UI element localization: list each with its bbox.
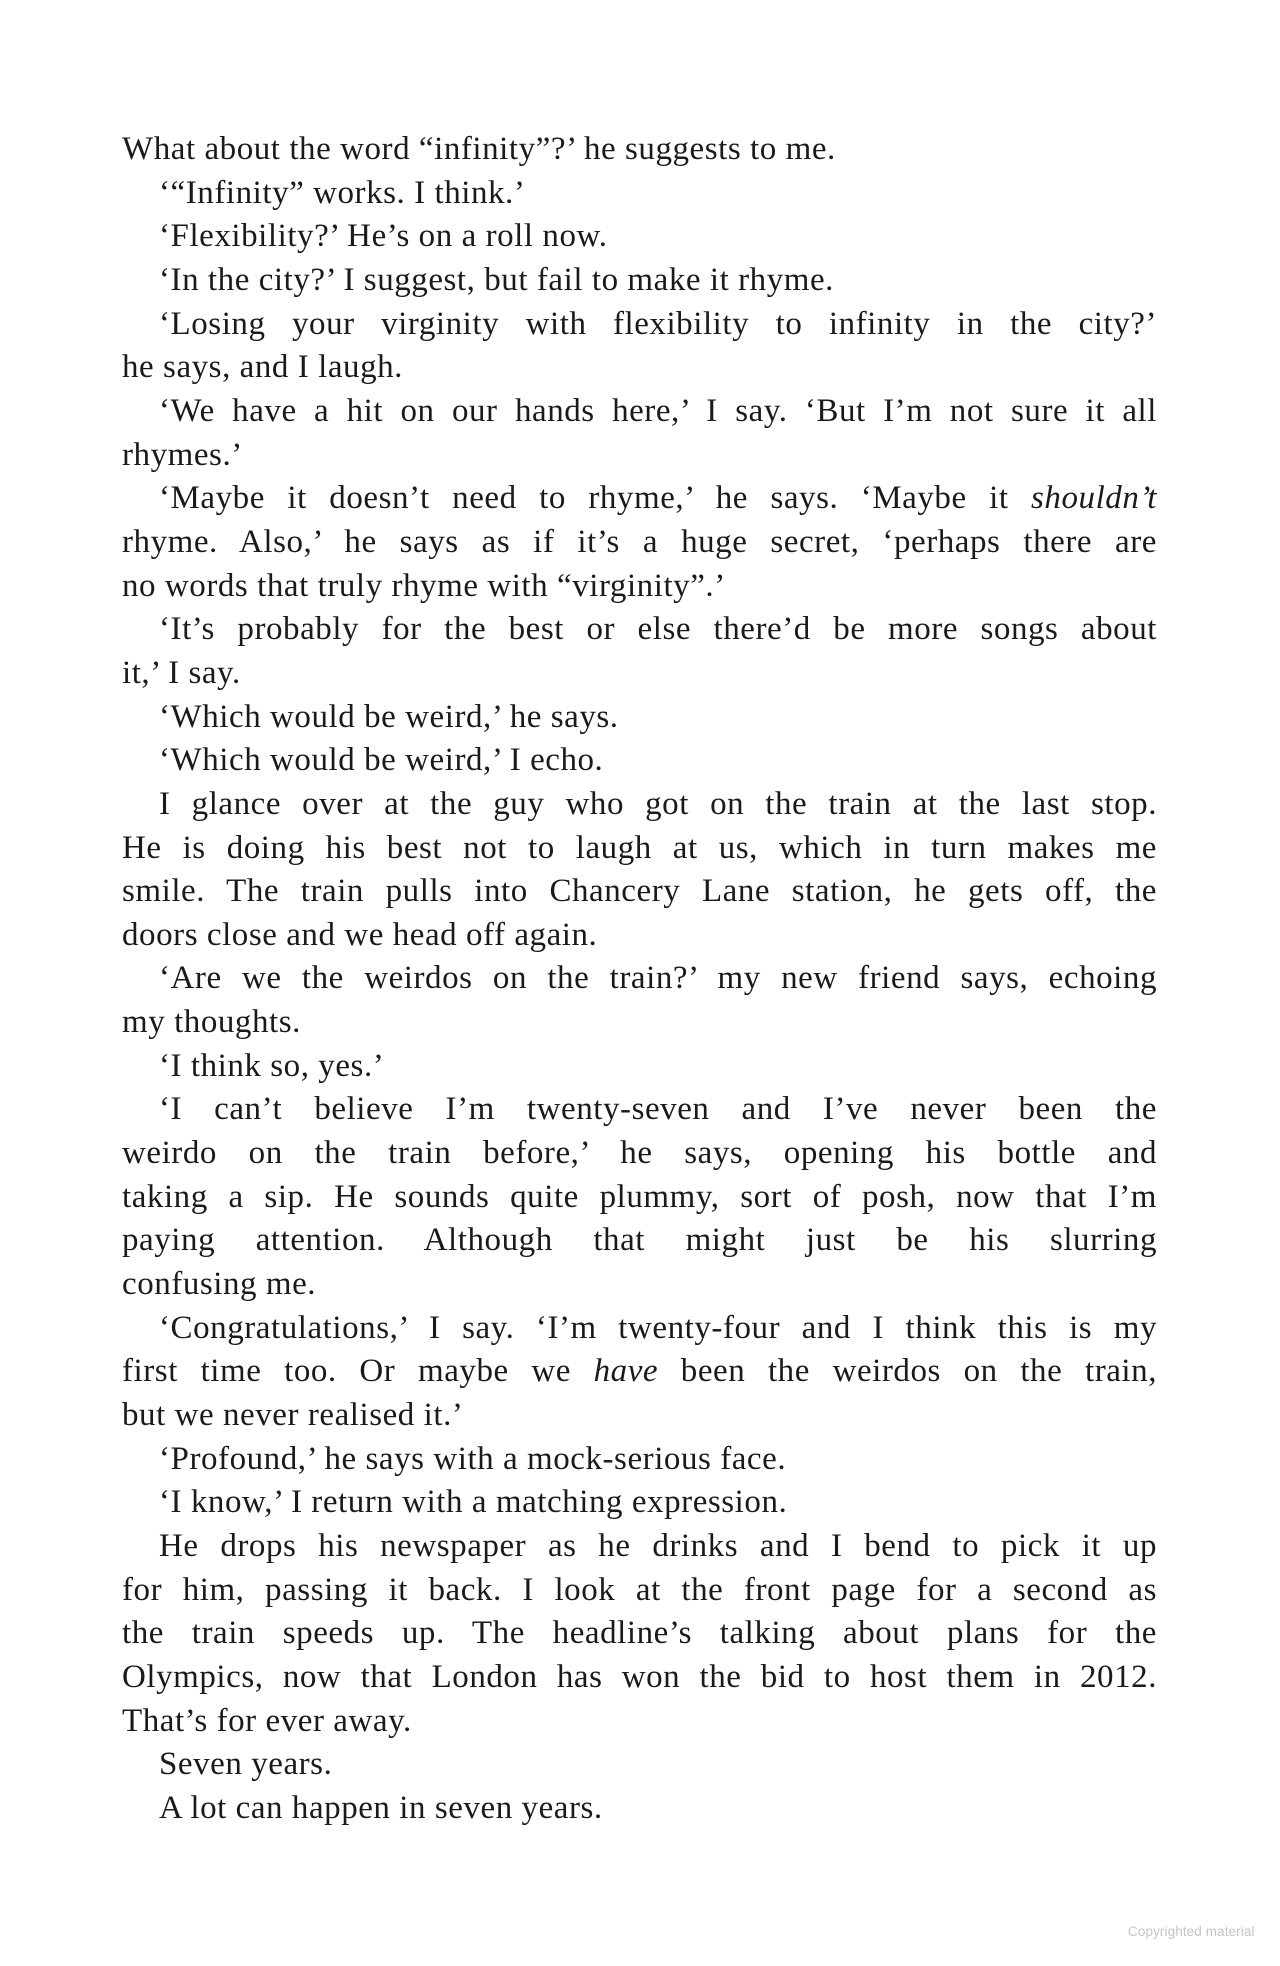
text-segment: ‘Maybe it doesn’t need to rhyme,’ he says. ‘Maybe it — [159, 480, 1032, 517]
text-line — [122, 477, 1157, 521]
text-line: doors close and we head off again. — [122, 916, 598, 953]
text-line: ‘I can’t believe I’m twenty-seven and I’ve never been the — [159, 1091, 1157, 1128]
text-line: confusing me. — [122, 1266, 317, 1303]
text-line: ‘I know,’ I return with a matching expression. — [159, 1484, 788, 1521]
text-line: it,’ I say. — [122, 654, 241, 691]
text-line: for him, passing it back. I look at the front page for a second as — [122, 1571, 1157, 1608]
text-line: ‘Which would be weird,’ I echo. — [159, 742, 604, 779]
text-line: ‘Profound,’ he says with a mock-serious face. — [159, 1440, 787, 1477]
text-line: He drops his newspaper as he drinks and I bend to pick it up — [159, 1528, 1157, 1564]
text-line: ‘Are we the weirdos on the train?’ my new friend says, echoing — [159, 960, 1157, 997]
text-line: A lot can happen in seven years. — [159, 1789, 603, 1826]
text-line: ‘“Infinity” works. I think.’ — [159, 174, 526, 211]
italic-emphasis: shouldn’t — [1031, 480, 1157, 517]
text-line: ‘Which would be weird,’ he says. — [159, 698, 619, 735]
text-line: rhymes.’ — [122, 436, 243, 473]
text-line: ‘Losing your virginity with flexibility to infinity in the city?’ — [159, 305, 1157, 342]
body-text — [122, 128, 1157, 1831]
text-line: ‘It’s probably for the best or else there’d be more songs about — [159, 611, 1157, 648]
text-segment: been the weirdos on the train, — [658, 1353, 1157, 1390]
text-line: That’s for ever away. — [122, 1702, 412, 1739]
text-line: weirdo on the train before,’ he says, opening his bottle and — [122, 1135, 1157, 1172]
text-line: ‘I think so, yes.’ — [159, 1047, 385, 1084]
text-line: no words that truly rhyme with “virginity”.’ — [122, 567, 726, 604]
text-line: I glance over at the guy who got on the train at the last stop. — [159, 785, 1157, 822]
text-line: taking a sip. He sounds quite plummy, sort of posh, now that I’m — [122, 1178, 1157, 1215]
text-line: ‘Congratulations,’ I say. ‘I’m twenty-four and I think this is my — [159, 1309, 1157, 1346]
italic-emphasis: have — [593, 1353, 659, 1390]
copyright-watermark: Copyrighted material — [1128, 1924, 1255, 1939]
text-line — [122, 1350, 1157, 1394]
text-line: but we never realised it.’ — [122, 1397, 464, 1434]
text-line: rhyme. Also,’ he says as if it’s a huge secret, ‘perhaps there are — [122, 523, 1157, 560]
text-line: Olympics, now that London has won the bid to host them in 2012. — [122, 1658, 1157, 1695]
text-line: He is doing his best not to laugh at us, which in turn makes me — [122, 829, 1157, 866]
text-line: ‘In the city?’ I suggest, but fail to make it rhyme. — [159, 261, 834, 298]
text-line: smile. The train pulls into Chancery Lane station, he gets off, the — [122, 873, 1157, 910]
text-line: the train speeds up. The headline’s talking about plans for the — [122, 1615, 1157, 1652]
text-line: What about the word “infinity”?’ he suggests to me. — [122, 131, 836, 167]
text-line: my thoughts. — [122, 1004, 301, 1041]
text-line: Seven years. — [159, 1746, 333, 1783]
text-line: ‘We have a hit on our hands here,’ I say. ‘But I’m not sure it all — [159, 392, 1157, 429]
text-line: paying attention. Although that might just be his slurring — [122, 1222, 1157, 1259]
text-line: ‘Flexibility?’ He’s on a roll now. — [159, 218, 608, 255]
text-line: he says, and I laugh. — [122, 349, 403, 386]
text-segment: first time too. Or maybe we — [122, 1353, 594, 1390]
